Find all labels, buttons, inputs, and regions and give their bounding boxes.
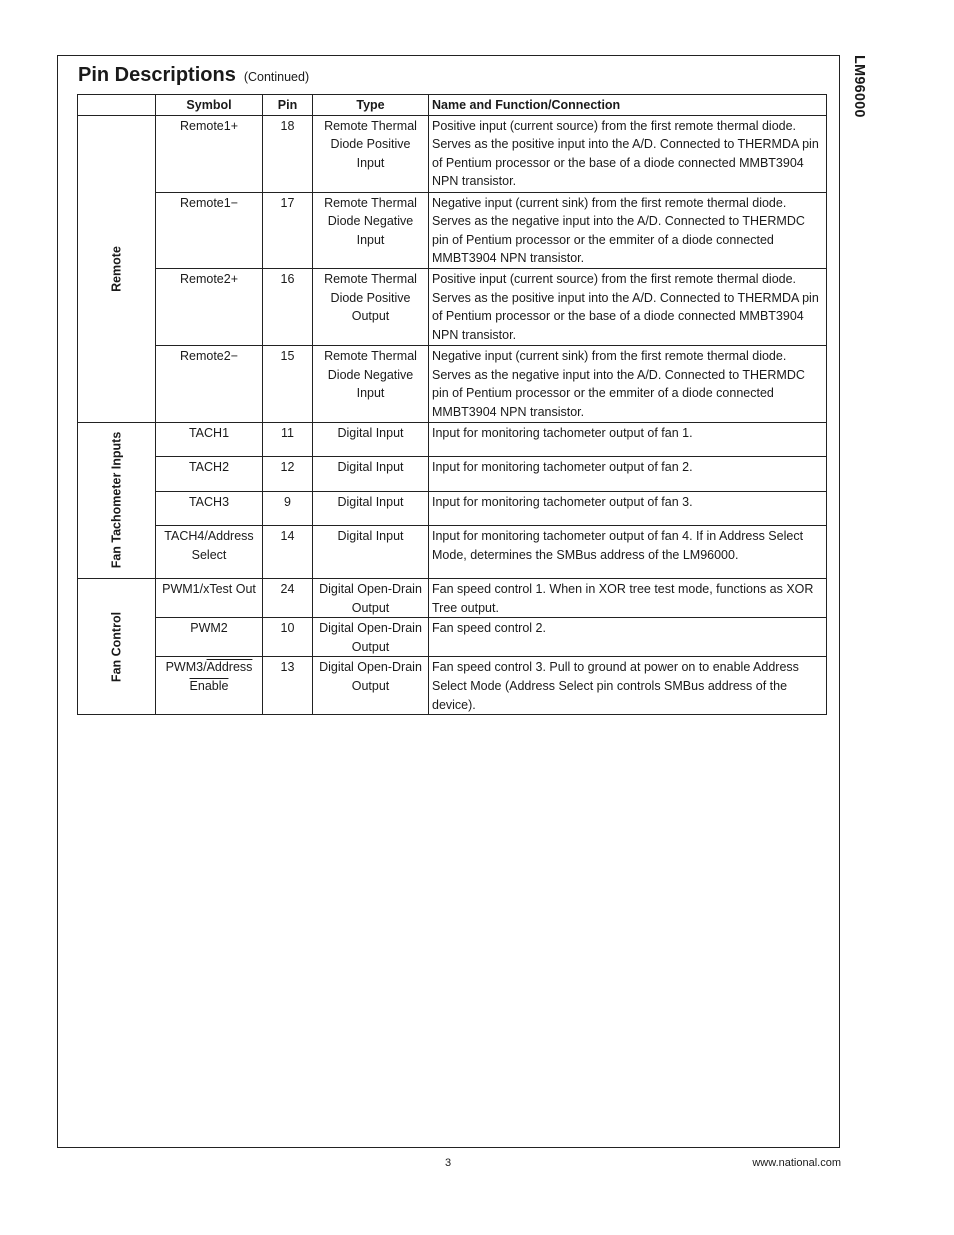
symbol-prefix: PWM3/: [165, 660, 207, 675]
website-link[interactable]: www.national.com: [752, 1157, 841, 1169]
page-number: 3: [445, 1157, 452, 1169]
table-row: [78, 268, 827, 345]
table-row: [78, 578, 827, 617]
table-row: [78, 657, 827, 715]
symbol-cell: Remote2−: [156, 345, 263, 422]
type-cell: Remote Thermal Diode Positive Output: [313, 268, 429, 345]
part-number-side-label: [849, 55, 869, 125]
type-cell: Digital Open-Drain Output: [313, 657, 429, 715]
symbol-overline-enable: Enable: [189, 678, 229, 693]
table-row: [78, 115, 827, 192]
type-cell: Digital Open-Drain Output: [313, 578, 429, 617]
function-cell: Fan speed control 1. When in XOR tree test mode, functions as XOR Tree output.: [429, 578, 827, 617]
pin-cell: 17: [263, 192, 313, 268]
group-label: Fan Control: [109, 611, 124, 682]
symbol-cell: TACH3: [156, 491, 263, 525]
function-cell: Negative input (current sink) from the first remote thermal diode. Serves as the negative input into the A/D. Connected to THERMDC pin of Pentium processor or the emmiter of a diode connected MMBT3904 NPN transistor.: [429, 345, 827, 422]
pin-cell: 14: [263, 525, 313, 578]
pin-cell: 16: [263, 268, 313, 345]
type-cell: Digital Open-Drain Output: [313, 618, 429, 657]
continued-note: (Continued): [243, 70, 310, 84]
symbol-cell: TACH2: [156, 456, 263, 491]
header-pin: Pin: [263, 95, 313, 116]
header-symbol: Symbol: [156, 95, 263, 116]
pin-descriptions-table: [77, 94, 827, 715]
symbol-cell: PWM1/xTest Out: [156, 578, 263, 617]
symbol-cell: TACH4/Address Select: [156, 525, 263, 578]
group-label-cell: [78, 422, 156, 578]
table-row: [78, 192, 827, 268]
group-label: Remote: [109, 245, 124, 292]
function-cell: Input for monitoring tachometer output of fan 3.: [429, 491, 827, 525]
function-cell: Fan speed control 3. Pull to ground at power on to enable Address Select Mode (Address Select pin controls SMBus address of the device).: [429, 657, 827, 715]
type-cell: Remote Thermal Diode Negative Input: [313, 345, 429, 422]
type-cell: Remote Thermal Diode Positive Input: [313, 115, 429, 192]
group-label: Fan Tachometer Inputs: [109, 432, 124, 569]
symbol-cell: Remote1−: [156, 192, 263, 268]
function-cell: Input for monitoring tachometer output of fan 2.: [429, 456, 827, 491]
symbol-cell: PWM2: [156, 618, 263, 657]
pin-cell: 9: [263, 491, 313, 525]
table-row: [78, 618, 827, 657]
type-cell: Digital Input: [313, 422, 429, 456]
pin-cell: 11: [263, 422, 313, 456]
section-heading: [78, 64, 309, 87]
section-title: Pin Descriptions: [78, 64, 236, 86]
table-row: [78, 422, 827, 456]
pin-cell: 18: [263, 115, 313, 192]
pin-cell: 12: [263, 456, 313, 491]
table-header-row: [78, 95, 827, 116]
header-function: Name and Function/Connection: [429, 95, 827, 116]
group-label-cell: [78, 115, 156, 422]
function-cell: Positive input (current source) from the first remote thermal diode. Serves as the positive input into the A/D. Connected to THERMDA pin of Pentium processor or the base of a diode connected MMBT3904 NPN transistor.: [429, 115, 827, 192]
type-cell: Digital Input: [313, 456, 429, 491]
table-row: [78, 345, 827, 422]
function-cell: Positive input (current source) from the first remote thermal diode. Serves as the positive input into the A/D. Connected to THERMDA pin of Pentium processor or the base of a diode connected MMBT3904 NPN transistor.: [429, 268, 827, 345]
header-type: Type: [313, 95, 429, 116]
symbol-cell: TACH1: [156, 422, 263, 456]
function-cell: Fan speed control 2.: [429, 618, 827, 657]
pin-cell: 10: [263, 618, 313, 657]
pin-cell: 13: [263, 657, 313, 715]
function-cell: Input for monitoring tachometer output of fan 4. If in Address Select Mode, determines the SMBus address of the LM96000.: [429, 525, 827, 578]
pin-cell: 24: [263, 578, 313, 617]
table-row: [78, 491, 827, 525]
type-cell: Digital Input: [313, 491, 429, 525]
function-cell: Input for monitoring tachometer output of fan 1.: [429, 422, 827, 456]
symbol-cell: [156, 657, 263, 715]
type-cell: Digital Input: [313, 525, 429, 578]
table-row: [78, 456, 827, 491]
pin-cell: 15: [263, 345, 313, 422]
symbol-cell: Remote2+: [156, 268, 263, 345]
header-group: [78, 95, 156, 116]
type-cell: Remote Thermal Diode Negative Input: [313, 192, 429, 268]
table-row: [78, 525, 827, 578]
symbol-overline-address: Address: [206, 660, 253, 675]
function-cell: Negative input (current sink) from the first remote thermal diode. Serves as the negative input into the A/D. Connected to THERMDC pin of Pentium processor or the emmiter of a diode connected MMBT3904 NPN transistor.: [429, 192, 827, 268]
part-number: LM96000: [851, 55, 867, 118]
symbol-cell: Remote1+: [156, 115, 263, 192]
group-label-cell: [78, 578, 156, 714]
